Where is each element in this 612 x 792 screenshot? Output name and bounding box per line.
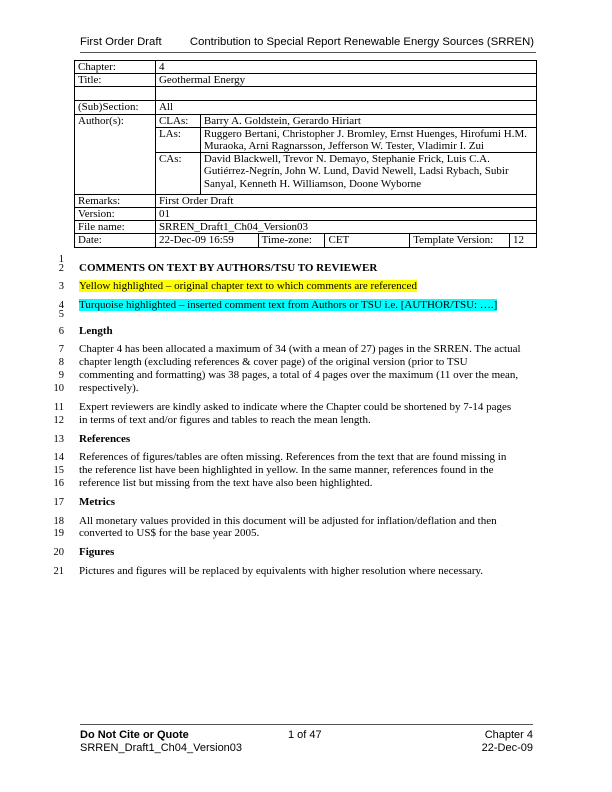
footer-date: 22-Dec-09: [481, 742, 533, 754]
line-number: 15: [53, 465, 64, 476]
line-number: 12: [53, 415, 64, 426]
line-number: 18: [53, 516, 64, 527]
line-number: 7: [58, 344, 64, 355]
label: Author(s):: [75, 114, 156, 127]
las-value: Ruggero Bertani, Christopher J. Bromley, Ernst Huenges, Hirofumi H.M. Muraoka, Arni Ragnarsson, Jefferson W. Tester, Vladimir I. Zui: [200, 127, 536, 152]
filename-value: SRREN_Draft1_Ch04_Version03: [155, 221, 536, 234]
body-text-line: chapter length (excluding references & cover page) of the original version (prior to TSU: [79, 356, 468, 368]
highlighted-legend: Yellow highlighted – original chapter text to which comments are referenced: [79, 280, 417, 292]
date-value: 22-Dec-09 16:59: [155, 234, 258, 247]
empty-cell: [75, 153, 156, 195]
page-number: 1 of 47: [288, 729, 322, 741]
body-text-line: References of figures/tables are often missing. References from the text that are found missing in: [79, 451, 507, 463]
page-footer: [80, 724, 533, 754]
label: Time-zone:: [258, 234, 325, 247]
label: CAs:: [155, 153, 200, 195]
label: (Sub)Section:: [75, 101, 156, 114]
line-number: 1: [58, 254, 64, 265]
body-text-line: converted to US$ for the base year 2005.: [79, 527, 260, 539]
label: LAs:: [155, 127, 200, 152]
body-text-line: in terms of text and/or figures and tables to reach the mean length.: [79, 414, 371, 426]
line-number: 2: [58, 263, 64, 274]
label: Chapter:: [75, 61, 156, 74]
template-value: 12: [510, 234, 537, 247]
line-number: 11: [53, 402, 64, 413]
timezone-value: CET: [325, 234, 410, 247]
body-text-line: All monetary values provided in this document will be adjusted for inflation/deflation and then: [79, 515, 497, 527]
line-number: 21: [53, 566, 64, 577]
label: File name:: [75, 221, 156, 234]
line-number: 19: [53, 528, 64, 539]
highlighted-legend: Turquoise highlighted – inserted comment text from Authors or TSU i.e. [AUTHOR/TSU: ….]: [79, 299, 498, 311]
metadata-table: [74, 60, 537, 248]
line-number: 20: [53, 547, 64, 558]
section-heading: COMMENTS ON TEXT BY AUTHORS/TSU TO REVIEWER: [79, 262, 378, 274]
line-number: 5: [58, 309, 64, 320]
line-number: 4: [58, 300, 64, 311]
body-text-line: respectively).: [79, 382, 139, 394]
line-number: 3: [58, 281, 64, 292]
section-heading: Figures: [79, 546, 115, 558]
line-number: 13: [53, 434, 64, 445]
line-number: 16: [53, 478, 64, 489]
page-header: [80, 36, 536, 53]
label: CLAs:: [155, 114, 200, 127]
header-right: Contribution to Special Report Renewable Energy Sources (SRREN): [189, 36, 534, 48]
line-number: 9: [58, 370, 64, 381]
chapter-value: 4: [155, 61, 536, 74]
line-number: 14: [53, 452, 64, 463]
label: Date:: [75, 234, 156, 247]
remarks-value: First Order Draft: [155, 194, 536, 207]
body-text-line: Expert reviewers are kindly asked to indicate where the Chapter could be shortened by 7-14 pages: [79, 401, 512, 413]
line-number: 10: [53, 383, 64, 394]
cas-value: David Blackwell, Trevor N. Demayo, Stephanie Frick, Luis C.A. Gutiérrez-Negrín, John W. Lund, David Newell, Ladsi Rybach, Subir Sanyal, Kenneth H. Williamson, Doone Wyborne: [200, 153, 536, 195]
section-heading: References: [79, 433, 131, 445]
label: Template Version:: [410, 234, 510, 247]
label: Title:: [75, 74, 156, 87]
line-number: 6: [58, 326, 64, 337]
body-text-line: commenting and formatting) was 38 pages, a total of 4 pages over the maximum (11 over the mean,: [79, 369, 519, 381]
title-value: Geothermal Energy: [155, 74, 536, 87]
line-number: 17: [53, 497, 64, 508]
header-left: First Order Draft: [80, 36, 162, 48]
section-heading: Metrics: [79, 496, 116, 508]
label: Version:: [75, 208, 156, 221]
empty-cell: [155, 87, 536, 101]
subsection-value: All: [155, 101, 536, 114]
clas-value: Barry A. Goldstein, Gerardo Hiriart: [200, 114, 536, 127]
footer-filename: SRREN_Draft1_Ch04_Version03: [80, 742, 243, 754]
line-number: 8: [58, 357, 64, 368]
empty-cell: [75, 127, 156, 152]
footer-chapter: Chapter 4: [484, 729, 533, 741]
footer-notice: Do Not Cite or Quote: [80, 729, 189, 741]
body-text-line: Chapter 4 has been allocated a maximum of 34 (with a mean of 27) pages in the SRREN. The actual: [79, 343, 521, 355]
empty-cell: [75, 87, 156, 101]
version-value: 01: [155, 208, 536, 221]
body-text-line: the reference list have been highlighted in yellow. In the same manner, references found in the: [79, 464, 494, 476]
body-text-line: reference list but missing from the text have also been highlighted.: [79, 477, 373, 489]
label: Remarks:: [75, 194, 156, 207]
section-heading: Length: [79, 325, 113, 337]
body-text-line: Pictures and figures will be replaced by equivalents with higher resolution where necessary.: [79, 565, 484, 577]
